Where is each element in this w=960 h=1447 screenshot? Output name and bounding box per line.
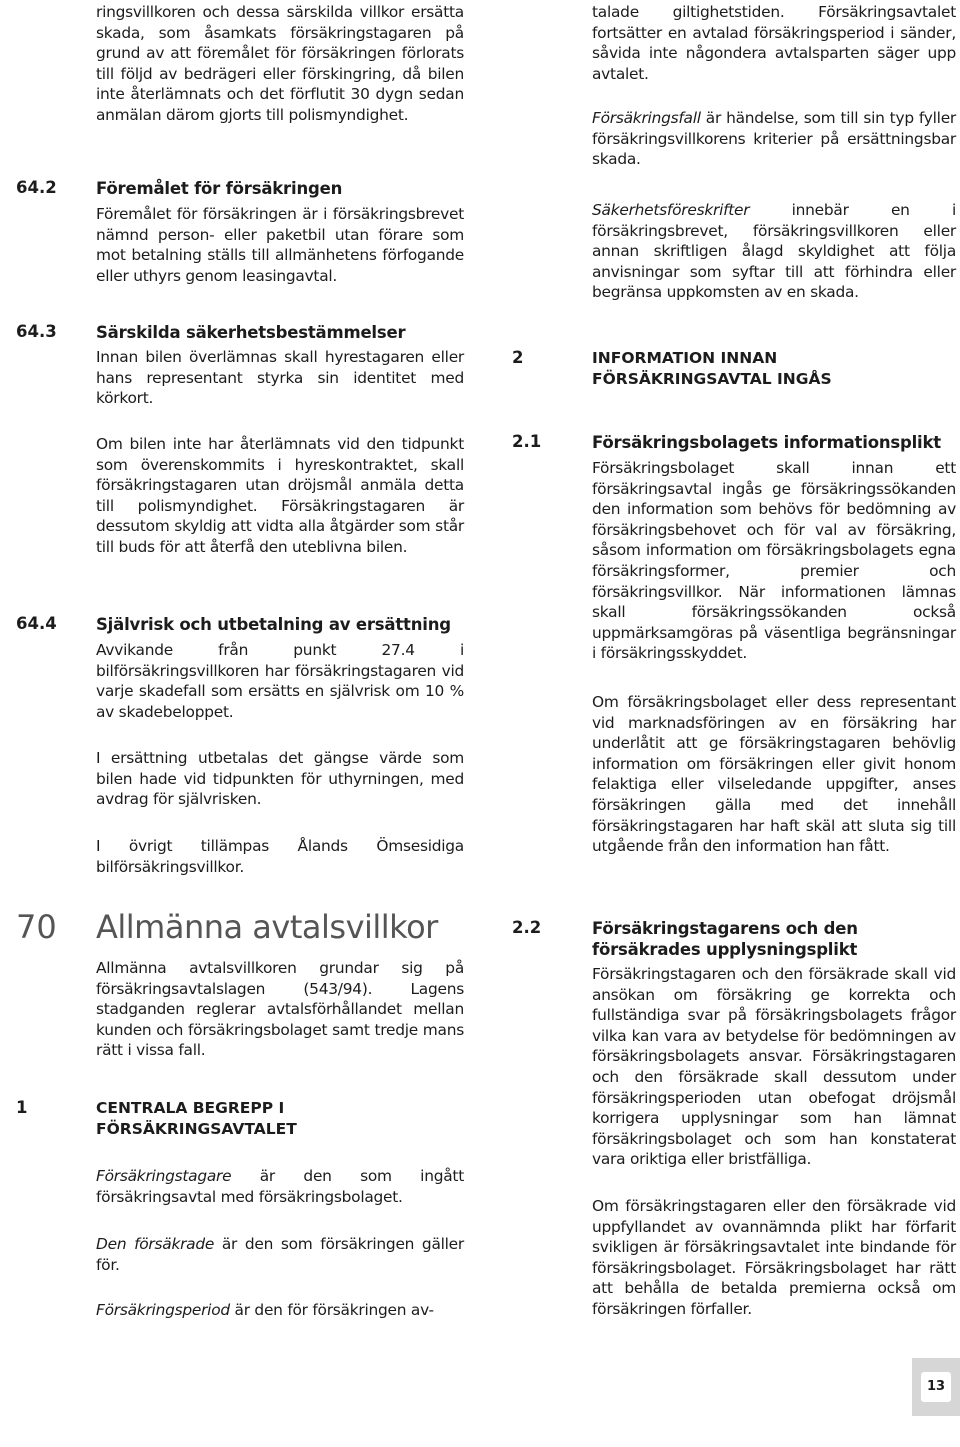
section-2-2-body-1: Försäkringstagaren och den försäkrade skall vid ansökan om försäkring ge korrekta och fullständiga svar på försäkringsbolagets frågor vilka kan vara av betydelse för bedömningen av försäkringsbolagets ansvar. Försäkringstagaren och den försäkrade skall dessutom under försäkringsperioden utan obefogat dröjsmål korrigera upplysningar som han lämnat försäkringsbolaget och som han konstaterat vara oriktiga eller bristfälliga. — [592, 965, 956, 1169]
section-2-1-number: 2.1 — [512, 432, 542, 451]
section-2-title-line-2: FÖRSÄKRINGSAVTAL INGÅS — [592, 370, 832, 388]
section-64-4-body-2: I ersättning utbetalas det gängse värde som bilen hade vid tidpunkten för uthyrningen, med avdrag för självrisken. — [96, 749, 464, 809]
section-2-title-line-1: INFORMATION INNAN — [592, 349, 778, 367]
chapter-70-body: Allmänna avtalsvillkoren grundar sig på försäkringsavtalslagen (543/94). Lagens stadganden reglerar avtalsförhållandet mellan kunden och försäkringsbolaget samt tredje mans rätt i vissa fall. — [96, 959, 464, 1060]
definition-term: Försäkringsfall — [592, 109, 701, 127]
section-2-1-title: Försäkringsbolagets informationsplikt — [592, 433, 941, 452]
definition-sakerhetsforeskrifter — [592, 200, 956, 303]
definition-term: Säkerhetsföreskrifter — [592, 201, 750, 219]
section-1-title-line-1: CENTRALA BEGREPP I — [96, 1099, 285, 1117]
section-2-number: 2 — [512, 348, 524, 367]
definition-den-forsakrade — [96, 1234, 464, 1275]
section-1-number: 1 — [16, 1098, 28, 1117]
section-64-2-title: Föremålet för försäkringen — [96, 179, 343, 198]
section-64-2-number: 64.2 — [16, 178, 57, 197]
section-2-2-body-2: Om försäkringstagaren eller den försäkrade vid uppfyllandet av ovannämnda plikt har förfarit svikligen är försäkringsavtalet inte bindande för försäkringsbolaget. Försäkringsbolaget har rätt att behålla de betalda premierna också om försäkringen förfaller. — [592, 1197, 956, 1318]
chapter-70-title: Allmänna avtalsvillkor — [96, 908, 438, 946]
definition-forsakringstagare — [96, 1166, 464, 1207]
definition-forsakringsfall — [592, 108, 956, 170]
definition-text: är den för försäkringen av- — [229, 1301, 434, 1319]
intro-paragraph: ringsvillkoren och dessa särskilda villkor ersätta skada, som åsamkats försäkringstagaren på grund av att föremålet för försäkringen förlorats till följd av bedrägeri eller förskingring, då bilen inte återlämnats och det förflutit 30 dygn sedan anmälan därom gjorts till polismyndighet. — [96, 3, 464, 124]
chapter-70-number: 70 — [16, 908, 57, 946]
definition-term: Försäkringstagare — [96, 1167, 232, 1185]
definition-text: innebär en i försäkringsbrevet, försäkringsvillkoren eller annan skriftligen ålagd skyldighet att följa anvisningar som syftar till att förhindra eller begränsa uppkomsten av en skada. — [592, 201, 956, 302]
section-2-2-number: 2.2 — [512, 918, 542, 937]
section-64-2-body: Föremålet för försäkringen är i försäkringsbrevet nämnd person- eller paketbil utan förare som mot betalning ställs till allmänhetens förfogande eller uthyrs genom leasingavtal. — [96, 205, 464, 285]
section-2-1-body-1: Försäkringsbolaget skall innan ett försäkringsavtal ingås ge försäkringssökanden den information som behövs för bedömning av försäkringsbehovet och för val av försäkring, såsom information om försäkringsbolagets egna försäkringsformer, premier och försäkringsvillkor. När informationen lämnas skall försäkringssökanden också uppmärksamgöras på väsentliga begränsningar i försäkringsskyddet. — [592, 459, 956, 663]
section-2-1-body-2: Om försäkringsbolaget eller dess representant vid marknadsföringen av en försäkring har underlåtit att ge försäkringstagaren behövlig information om försäkringen eller givit honom felaktiga eller vilseledande uppgifter, anses försäkringen gälla med det innehåll försäkringstagaren har haft skäl att sluta sig till utgående från den information han fått. — [592, 693, 956, 856]
page-number: 13 — [921, 1372, 951, 1402]
continued-paragraph: talade giltighetstiden. Försäkringsavtalet fortsätter en avtalad försäkringsperiod i sänder, såvida inte någondera avtalsparten säger upp avtalet. — [592, 3, 956, 83]
definition-term: Försäkringsperiod — [96, 1301, 230, 1319]
section-64-3-body-1: Innan bilen överlämnas skall hyrestagaren eller hans representant styrka sin identitet med körkort. — [96, 348, 464, 408]
section-64-4-body-3: I övrigt tillämpas Ålands Ömsesidiga bilförsäkringsvillkor. — [96, 837, 464, 876]
section-64-4-number: 64.4 — [16, 614, 57, 633]
definition-text: är den som ingått försäkringsavtal med försäkringsbolaget. — [96, 1167, 464, 1206]
section-1-title — [96, 1098, 464, 1140]
section-64-3-body-2: Om bilen inte har återlämnats vid den tidpunkt som överenskommits i hyreskontraktet, skall försäkringstagaren utan dröjsmål anmäla detta till polismyndighet. Försäkringstagaren är dessutom skyldig att vidta alla åtgärder som står till buds för att återfå den uteblivna bilen. — [96, 435, 464, 556]
definition-text: är händelse, som till sin typ fyller försäkringsvillkorens kriterier på ersättningsbar skada. — [592, 109, 956, 169]
definition-text: är den som försäkringen gäller för. — [96, 1235, 464, 1274]
section-2-title — [592, 348, 956, 390]
section-1-title-line-2: FÖRSÄKRINGSAVTALET — [96, 1120, 297, 1138]
page-number-tab — [912, 1358, 960, 1416]
definition-forsakringsperiod — [96, 1300, 464, 1321]
section-2-2-title: Försäkringstagarens och den försäkrades upplysningsplikt — [592, 919, 858, 959]
section-64-4-body-1: Avvikande från punkt 27.4 i bilförsäkringsvillkoren har försäkringstagaren vid varje skadefall som ersätts en självrisk om 10 % av skadebeloppet. — [96, 641, 464, 721]
definition-term: Den försäkrade — [96, 1235, 215, 1253]
section-64-3-title: Särskilda säkerhetsbestämmelser — [96, 323, 406, 342]
section-64-4-title: Självrisk och utbetalning av ersättning — [96, 615, 451, 634]
section-64-3-number: 64.3 — [16, 322, 57, 341]
